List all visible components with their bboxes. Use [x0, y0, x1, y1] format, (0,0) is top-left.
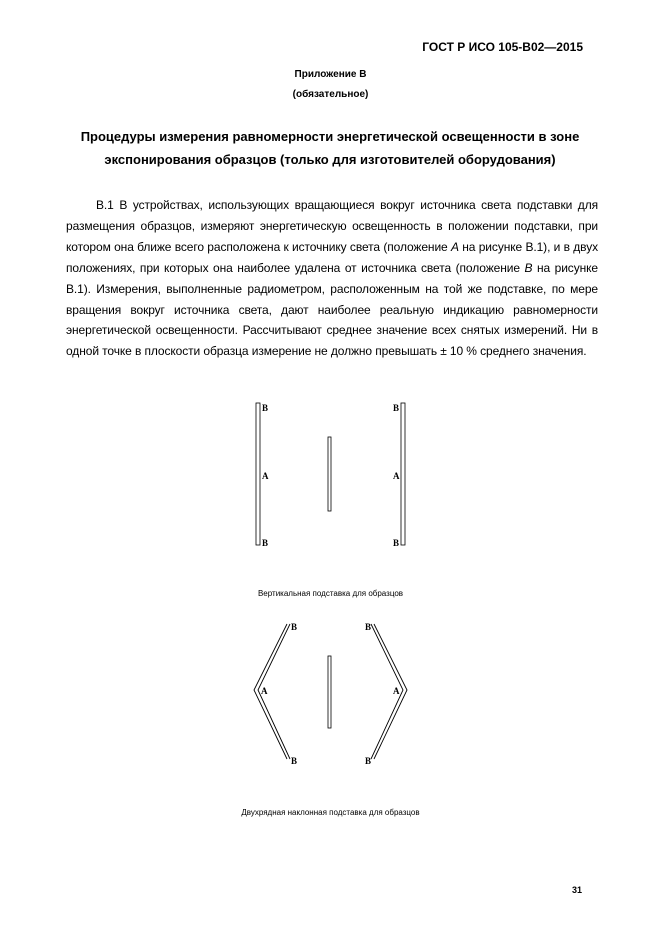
- left-sample-holder: [256, 403, 260, 545]
- appendix-label: Приложение B: [294, 69, 367, 80]
- label-b-right-bottom: B: [393, 538, 400, 548]
- label-b-left-top: B: [291, 622, 298, 632]
- position-a-ref: A: [451, 239, 459, 254]
- label-b-right-top: B: [365, 622, 372, 632]
- section-title-line-2: экспонирования образцов (только для изготовителей оборудования): [104, 152, 556, 167]
- label-b-left-top: B: [262, 403, 269, 413]
- label-b-right-top: B: [393, 403, 400, 413]
- label-a-right: A: [393, 471, 400, 481]
- figure-caption-vertical: Вертикальная подставка для образцов: [257, 589, 404, 598]
- paragraph-text-1: B.1 В устройствах, использующих вращающиеся вокруг источника света подставки для размещения образцов, измеряют энергетическую освещенность в положении подставки, при котором она ближе всего расположена к источнику света (положение: [66, 198, 598, 254]
- standard-designation: ГОСТ Р ИСО 105-B02—2015: [422, 40, 583, 54]
- label-a-left: A: [262, 471, 269, 481]
- vertical-holder-figure: [256, 403, 405, 548]
- light-source: [328, 437, 331, 511]
- appendix-status: (обязательное): [292, 89, 369, 100]
- right-sample-holder: [401, 403, 405, 545]
- label-b-left-bottom: B: [262, 538, 269, 548]
- label-a-right: A: [393, 686, 400, 696]
- figure-caption-inclined: Двухрядная наклонная подставка для образцов: [241, 808, 420, 817]
- light-source: [328, 656, 331, 728]
- position-b-ref: B: [524, 260, 533, 275]
- paragraph-text-3: на рисунке B.1). Измерения, выполненные радиометром, расположенным на той же подставке, по мере вращения вокруг источника света, дают наиболее реальную индикацию равномерности энергетической освещенности. Рассчитывают среднее значение всех снятых измерений. Ни в одной точке в плоскости образца измерение не должно превышать ± 10 % среднего значения.: [66, 260, 598, 359]
- page-number: 31: [571, 885, 582, 895]
- inclined-holder-figure: [254, 622, 407, 766]
- section-title-line-1: Процедуры измерения равномерности энергетической освещенности в зоне: [80, 129, 580, 144]
- label-b-right-bottom: B: [365, 756, 372, 766]
- paragraph-text-2: на рисунке B.1), и в двух положениях, при которых она наиболее удалена от источника света (положение: [66, 239, 598, 275]
- label-a-left: A: [261, 686, 268, 696]
- label-b-left-bottom: B: [291, 756, 298, 766]
